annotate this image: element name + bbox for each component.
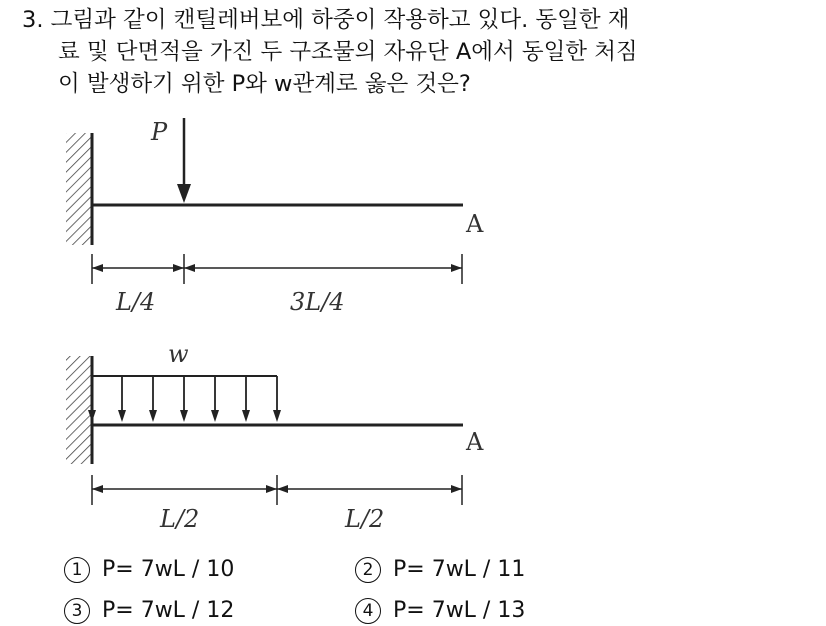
choice-4[interactable] bbox=[355, 597, 525, 625]
dim-label-left-1: L/4 bbox=[116, 288, 156, 316]
choice-number: 3 bbox=[64, 598, 90, 624]
point-load-label: P bbox=[151, 118, 168, 146]
dim-arrow bbox=[266, 485, 277, 493]
dim-arrow bbox=[277, 485, 288, 493]
choice-number: 2 bbox=[355, 557, 381, 583]
distributed-load-arrows bbox=[88, 376, 281, 422]
free-end-label-2: A bbox=[466, 428, 484, 456]
choice-number: 4 bbox=[355, 598, 381, 624]
choice-1[interactable] bbox=[64, 556, 234, 584]
dim-label-right-1: 3L/4 bbox=[290, 288, 345, 316]
fixed-support-hatch-1 bbox=[66, 133, 92, 245]
udl-arrow-head bbox=[242, 410, 250, 422]
dim-label-left-2: L/2 bbox=[160, 505, 200, 533]
dim-arrow bbox=[451, 485, 462, 493]
distributed-load-label: w bbox=[168, 340, 189, 368]
free-end-label-1: A bbox=[466, 210, 484, 238]
figure-distributed-load bbox=[66, 340, 484, 533]
choice-text: P= 7wL / 11 bbox=[393, 557, 526, 582]
choice-text: P= 7wL / 12 bbox=[102, 598, 235, 623]
udl-arrow-head bbox=[118, 410, 126, 422]
dim-arrow bbox=[173, 264, 184, 272]
dim-label-right-2: L/2 bbox=[345, 505, 385, 533]
dim-arrow bbox=[92, 264, 103, 272]
choice-number: 1 bbox=[64, 557, 90, 583]
question-line-1: 3. 그림과 같이 캔틸레버보에 하중이 작용하고 있다. 동일한 재 bbox=[22, 7, 630, 33]
udl-arrow-head bbox=[211, 410, 219, 422]
udl-arrow-head bbox=[180, 410, 188, 422]
question-line-3: 이 발생하기 위한 P와 w관계로 옳은 것은? bbox=[58, 71, 471, 97]
figure-point-load bbox=[66, 118, 484, 316]
choice-3[interactable] bbox=[64, 597, 234, 625]
udl-arrow-head bbox=[149, 410, 157, 422]
dim-arrow bbox=[184, 264, 195, 272]
dim-arrow bbox=[451, 264, 462, 272]
choice-text: P= 7wL / 13 bbox=[393, 598, 526, 623]
choice-2[interactable] bbox=[355, 556, 525, 584]
question-line-2: 료 및 단면적을 가진 두 구조물의 자유단 A에서 동일한 처짐 bbox=[58, 39, 638, 65]
udl-arrow-head bbox=[273, 410, 281, 422]
dim-arrow bbox=[92, 485, 103, 493]
point-load-arrow-head bbox=[177, 184, 191, 203]
choice-text: P= 7wL / 10 bbox=[102, 557, 235, 582]
